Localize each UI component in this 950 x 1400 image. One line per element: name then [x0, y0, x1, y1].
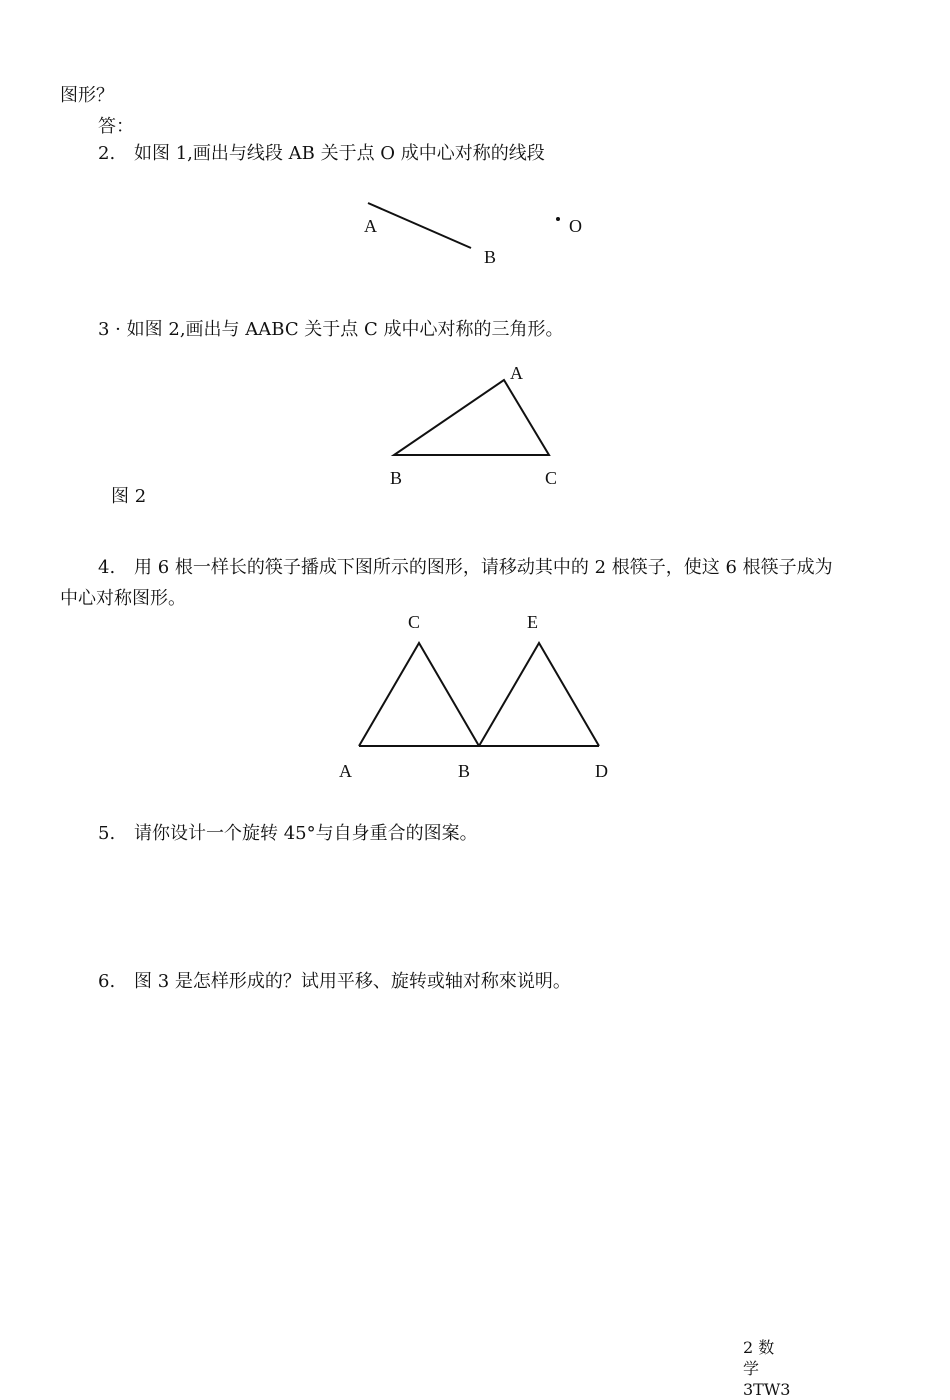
question-2-number: 2. [98, 143, 116, 164]
question-5-number: 5. [98, 823, 116, 844]
answer-label: 答： [98, 116, 134, 137]
question-4-number: 4. [98, 557, 116, 578]
footer-line3: 3TW3 [743, 1380, 791, 1399]
label-a: A [339, 761, 352, 781]
triangle-acb [359, 643, 479, 746]
figure-2-caption: 图 2 [111, 486, 147, 507]
question-5 [98, 822, 478, 846]
question-4-line2: 中心对称图形。 [60, 588, 186, 609]
continuation-text: 图形？ [60, 85, 114, 106]
page-footer [743, 1337, 790, 1400]
triangle-bed [479, 643, 599, 746]
label-o: O [569, 216, 582, 236]
question-4-text: 用 6 根一样长的筷子播成下图所示的图形，请移动其中的 2 根筷子，使这 6 根筷子成为 [134, 557, 833, 578]
label-b: B [484, 247, 497, 267]
label-b: B [390, 468, 403, 488]
label-c: C [408, 612, 421, 632]
footer-line1: 2 数 [743, 1338, 775, 1357]
question-6-number: 6. [98, 971, 116, 992]
label-a: A [510, 363, 523, 383]
question-2-text: 如图 1,画出与线段 AB 关于点 O 成中心对称的线段 [134, 143, 545, 164]
question-3-text: 如图 2,画出与 AABC 关于点 C 成中心对称的三角形。 [126, 319, 564, 340]
label-b: B [458, 761, 471, 781]
question-3-number: 3 · [98, 319, 121, 340]
question-6-text: 图 3 是怎样形成的？试用平移、旋转或轴对称來说明。 [134, 971, 571, 992]
label-d: D [595, 761, 608, 781]
label-a: A [364, 216, 377, 236]
question-5-text: 请你设计一个旋转 45°与自身重合的图案。 [134, 823, 478, 844]
footer-line2: 学 [743, 1359, 760, 1378]
label-c: C [545, 468, 558, 488]
question-6 [98, 970, 571, 994]
label-e: E [527, 612, 538, 632]
